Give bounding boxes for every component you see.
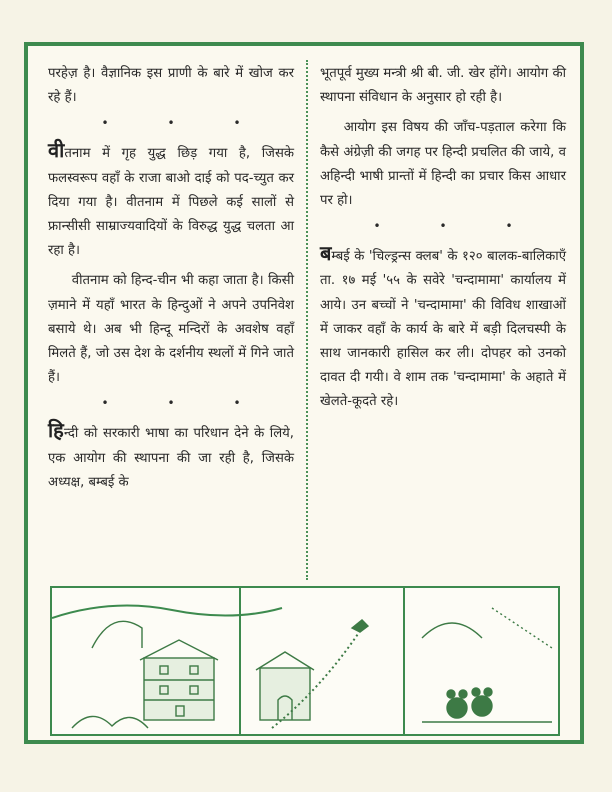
right-column	[320, 62, 566, 421]
separator-dots: • • •	[101, 396, 241, 411]
left-column	[48, 62, 294, 501]
left-paragraph-1: परहेज़ है। वैज्ञानिक इस प्राणी के बारे में खोज कर रहे हैं।	[48, 66, 294, 106]
comic-strip-illustration	[50, 586, 560, 736]
page-frame	[24, 42, 584, 744]
right-paragraph-1: भूतपूर्व मुख्य मन्त्री श्री बी. जी. खेर होंगे। आयोग की स्थापना संविधान के अनुसार हो रही है।	[320, 66, 566, 106]
right-paragraph-commission: आयोग इस विषय की जाँच-पड़ताल करेगा कि कैसे अंग्रेज़ी की जगह पर हिन्दी प्रचलित की जाये, व अहिन्दी भाषी प्रान्तों में हिन्दी का प्रचार किस आधार पर हो।	[320, 120, 566, 209]
comic-strip-drawing	[52, 588, 558, 734]
right-paragraph-childrens-club: बम्बई के 'चिल्ड्रन्स क्लब' के १२० बालक-बालिकाएँ ता. १७ मई '५५ के सवेरे 'चन्दामामा' कार्यालय में आये। उन बच्चों ने 'चन्दामामा' की विविध शाखाओं में जाकर वहाँ के कार्य के बारे में बड़ी दिलचस्पी के साथ जानकारी हासिल कर ली। दोपहर को उनको दावत दी गयी। वे शाम तक 'चन्दामामा' के अहाते में खेलते-कूदते रहे।	[320, 241, 566, 410]
dropcap: ब	[320, 241, 332, 266]
column-divider	[306, 60, 308, 580]
dropcap: वी	[48, 138, 65, 163]
left-paragraph-hindi-commission: हिन्दी को सरकारी भाषा का परिधान देने के लिये, एक आयोग की स्थापना की जा रही है, जिसके अध्यक्ष, बम्बई के	[48, 418, 294, 490]
left-paragraph-vietnam: वीतनाम में गृह युद्ध छिड़ गया है, जिसके फलस्वरूप वहाँ के राजा बाओ दाई को पद-च्युत कर दिया गया है। वीतनाम में पिछले कई सालों से फ्रान्सीसी साम्राज्यवादियों के विरुद्ध युद्ध चलता आ रहा है।	[48, 138, 294, 259]
left-paragraph-indochina: वीतनाम को हिन्द-चीन भी कहा जाता है। किसी ज़माने में यहाँ भारत के हिन्दुओं ने अपने उपनिवेश बसाये थे। अब भी हिन्दू मन्दिरों के अवशेष वहाँ मिलते हैं, जो उस देश के दर्शनीय स्थलों में गिने जाते हैं।	[48, 273, 294, 386]
separator-dots: • • •	[373, 219, 513, 234]
separator-dots: • • •	[101, 116, 241, 131]
dropcap: हि	[48, 418, 64, 443]
